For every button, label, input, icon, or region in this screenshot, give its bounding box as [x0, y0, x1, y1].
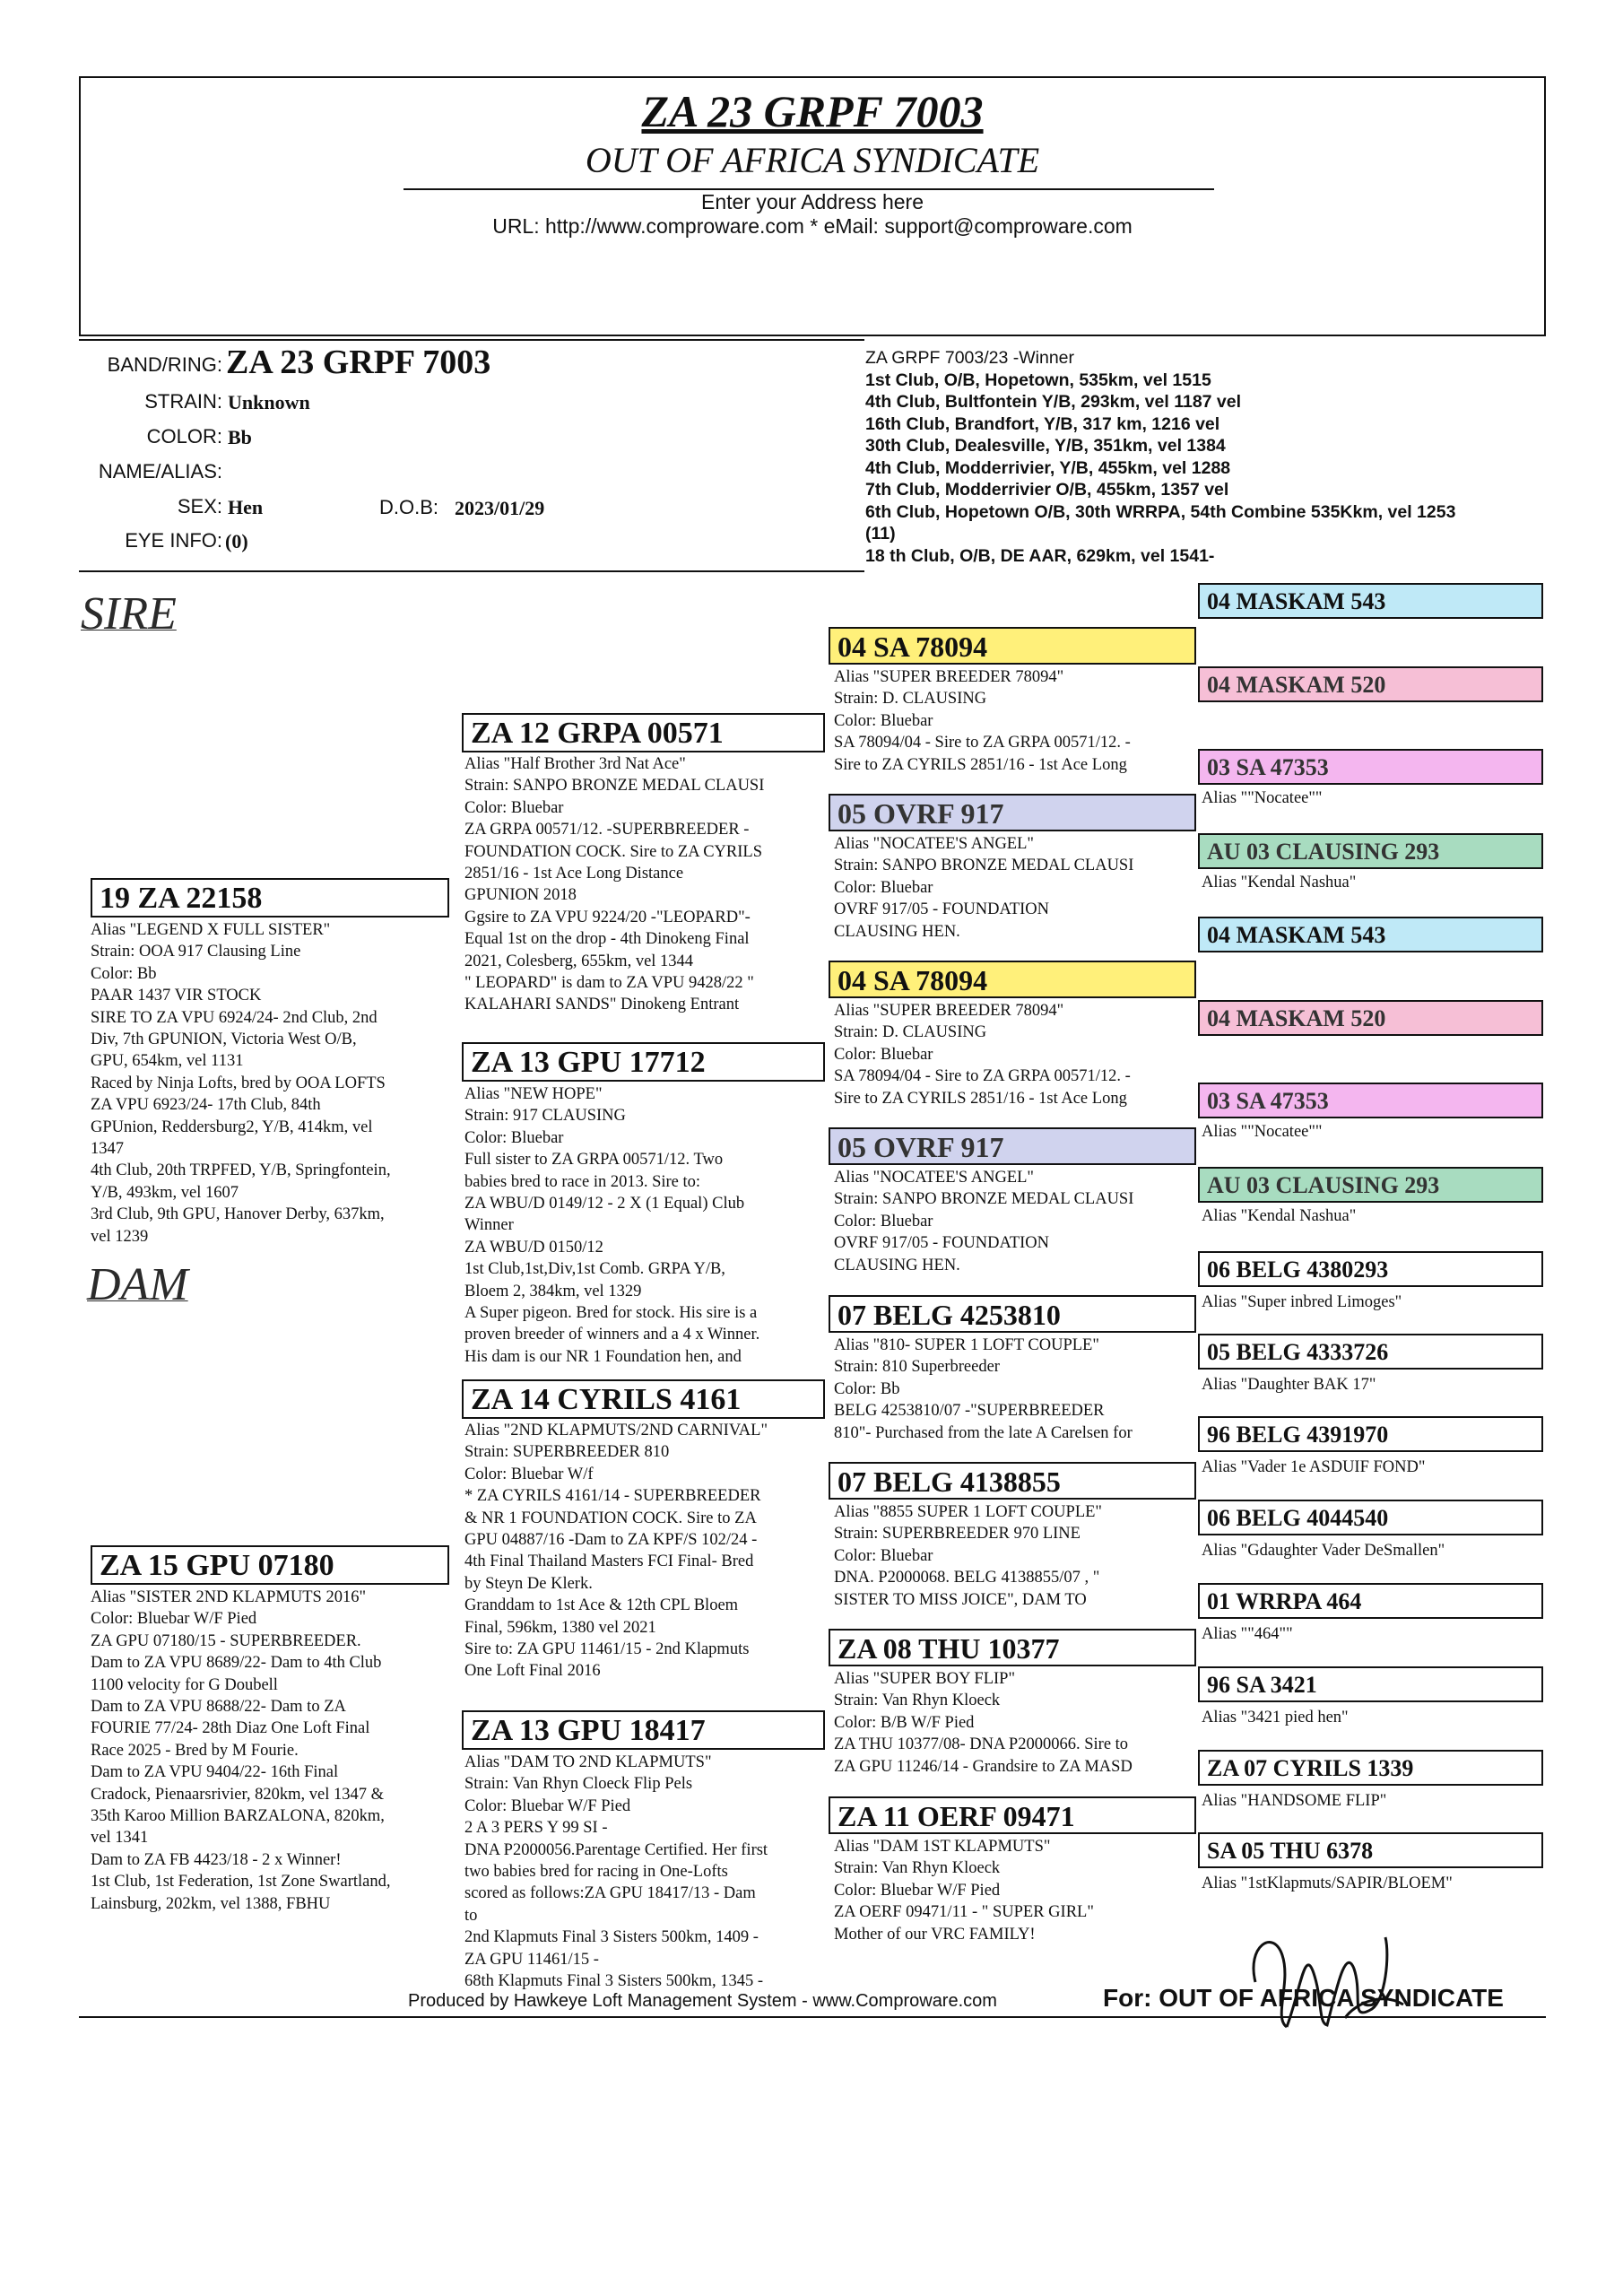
- detail-line: 1st Club, 1st Federation, 1st Zone Swartland,: [91, 1873, 391, 1892]
- gen3-band-7: ZA 11 OERF 09471: [829, 1796, 1196, 1834]
- detail-line: Bloem 2, 384km, vel 1329: [464, 1282, 642, 1300]
- sex-label: SEX:: [177, 495, 222, 517]
- detail-line: Color: Bluebar W/F Pied: [464, 1796, 631, 1815]
- gen3-details-2: [834, 1000, 1131, 1109]
- detail-line: Alias "DAM 1ST KLAPMUTS": [834, 1838, 1051, 1856]
- detail-line: Strain: SANPO BRONZE MEDAL CLAUSI: [834, 857, 1134, 875]
- signature-image: [1237, 1919, 1417, 2036]
- detail-line: 1100 velocity for G Doubell: [91, 1675, 278, 1694]
- detail-line: ZA GPU 11461/15 -: [464, 1950, 599, 1969]
- detail-line: CLAUSING HEN.: [834, 1256, 960, 1274]
- gen3-details-0: [834, 666, 1131, 776]
- detail-line: Raced by Ninja Lofts, bred by OOA LOFTS: [91, 1074, 386, 1092]
- detail-line: Strain: SANPO BRONZE MEDAL CLAUSI: [464, 777, 765, 796]
- detail-line: Color: Bluebar: [464, 1128, 564, 1147]
- gen3-band-1: 05 OVRF 917: [829, 794, 1196, 831]
- gen4-band-14: ZA 07 CYRILS 1339: [1198, 1750, 1543, 1786]
- detail-line: His dam is our NR 1 Foundation hen, and: [464, 1347, 742, 1366]
- gen3-details-7: [834, 1836, 1094, 1945]
- detail-line: Cradock, Pienaarsrivier, 820km, vel 1347 &: [91, 1785, 385, 1804]
- detail-line: ZA GPU 11246/14 - Grandsire to ZA MASD: [834, 1757, 1133, 1776]
- detail-line: vel 1341: [91, 1829, 149, 1848]
- detail-line: Color: B/B W/F Pied: [834, 1713, 975, 1732]
- gen2-band-1: ZA 13 GPU 17712: [462, 1042, 825, 1082]
- detail-line: Color: Bluebar: [834, 878, 933, 897]
- detail-line: PAAR 1437 VIR STOCK: [91, 987, 262, 1005]
- gen4-alias-9: Alias "Daughter BAK 17": [1202, 1376, 1376, 1394]
- detail-line: Strain: SANPO BRONZE MEDAL CLAUSI: [834, 1190, 1134, 1209]
- gen4-alias-15: Alias "1stKlapmuts/SAPIR/BLOEM": [1202, 1874, 1453, 1892]
- detail-line: KALAHARI SANDS" Dinokeng Entrant: [464, 996, 740, 1014]
- detail-line: Alias "NEW HOPE": [464, 1085, 603, 1103]
- detail-line: Alias "NOCATEE'S ANGEL": [834, 1169, 1034, 1187]
- sex-value: Hen: [228, 496, 264, 518]
- detail-line: CLAUSING HEN.: [834, 922, 960, 941]
- gen4-band-5: 04 MASKAM 520: [1198, 1000, 1543, 1036]
- gen4-alias-2: Alias ""Nocatee"": [1202, 789, 1323, 807]
- detail-line: GPUNION 2018: [464, 886, 577, 905]
- for-line: For: OUT OF AFRICA SYNDICATE: [1103, 1984, 1504, 2012]
- gen4-band-13: 96 SA 3421: [1198, 1666, 1543, 1702]
- performance-line: 7th Club, Modderrivier O/B, 455km, 1357 vel: [865, 480, 1229, 500]
- detail-line: scored as follows:ZA GPU 18417/13 - Dam: [464, 1884, 756, 1903]
- detail-line: Color: Bluebar W/F Pied: [91, 1610, 257, 1629]
- eye-label: EYE INFO:: [125, 529, 222, 552]
- detail-line: babies bred to race in 2013. Sire to:: [464, 1172, 701, 1191]
- detail-line: " LEOPARD" is dam to ZA VPU 9428/22 ": [464, 974, 754, 993]
- detail-line: Dam to ZA VPU 8688/22- Dam to ZA: [91, 1698, 346, 1717]
- detail-line: OVRF 917/05 - FOUNDATION: [834, 900, 1049, 919]
- detail-line: 2021, Colesberg, 655km, vel 1344: [464, 952, 694, 970]
- detail-line: GPU, 654km, vel 1131: [91, 1052, 244, 1071]
- gen2-band-0: ZA 12 GRPA 00571: [462, 713, 825, 752]
- url-line: URL: http://www.comproware.com * eMail: support@comproware.com: [492, 214, 1133, 238]
- detail-line: Sire to ZA CYRILS 2851/16 - 1st Ace Long: [834, 755, 1127, 774]
- detail-line: two babies bred for racing in One-Lofts: [464, 1863, 728, 1882]
- detail-line: Lainsburg, 202km, vel 1388, FBHU: [91, 1894, 331, 1913]
- detail-line: Strain: Van Rhyn Cloeck Flip Pels: [464, 1775, 693, 1794]
- performance-line: 1st Club, O/B, Hopetown, 535km, vel 1515: [865, 370, 1211, 390]
- gen3-details-4: [834, 1335, 1133, 1444]
- gen3-band-6: ZA 08 THU 10377: [829, 1629, 1196, 1666]
- detail-line: Alias "SISTER 2ND KLAPMUTS 2016": [91, 1588, 367, 1606]
- performance-line: ZA GRPF 7003/23 -Winner: [865, 348, 1075, 368]
- detail-line: 2nd Klapmuts Final 3 Sisters 500km, 1409 -: [464, 1928, 759, 1947]
- detail-line: Strain: D. CLAUSING: [834, 1023, 987, 1042]
- gen2-details-1: [464, 1083, 759, 1368]
- detail-line: Mother of our VRC FAMILY!: [834, 1925, 1036, 1944]
- detail-line: SA 78094/04 - Sire to ZA GRPA 00571/12. -: [834, 1067, 1131, 1086]
- detail-line: A Super pigeon. Bred for stock. His sire is a: [464, 1304, 758, 1323]
- dob-label: D.O.B:: [379, 496, 439, 518]
- detail-line: DNA P2000056.Parentage Certified. Her first: [464, 1840, 768, 1859]
- detail-line: Color: Bluebar: [464, 798, 564, 817]
- detail-line: 4th Club, 20th TRPFED, Y/B, Springfontein,: [91, 1161, 391, 1180]
- performance-line: 18 th Club, O/B, DE AAR, 629km, vel 1541-: [865, 545, 1215, 566]
- performance-line: 30th Club, Dealesville, Y/B, 351km, vel 1384: [865, 436, 1226, 456]
- dam-band: ZA 15 GPU 07180: [91, 1545, 449, 1585]
- detail-line: Alias "8855 SUPER 1 LOFT COUPLE": [834, 1503, 1102, 1521]
- detail-line: 35th Karoo Million BARZALONA, 820km,: [91, 1807, 385, 1826]
- detail-line: Sire to: ZA GPU 11461/15 - 2nd Klapmuts: [464, 1640, 750, 1659]
- detail-line: FOURIE 77/24- 28th Diaz One Loft Final: [91, 1719, 370, 1738]
- gen4-alias-3: Alias "Kendal Nashua": [1202, 874, 1357, 891]
- detail-line: OVRF 917/05 - FOUNDATION: [834, 1234, 1049, 1253]
- gen4-alias-7: Alias "Kendal Nashua": [1202, 1207, 1357, 1225]
- gen4-band-11: 06 BELG 4044540: [1198, 1500, 1543, 1535]
- gen4-alias-6: Alias ""Nocatee"": [1202, 1123, 1323, 1141]
- detail-line: Strain: 917 CLAUSING: [464, 1107, 626, 1126]
- gen4-alias-13: Alias "3421 pied hen": [1202, 1709, 1349, 1726]
- detail-line: * ZA CYRILS 4161/14 - SUPERBREEDER: [464, 1487, 761, 1506]
- dam-section-label: DAM: [87, 1259, 188, 1310]
- detail-line: Granddam to 1st Ace & 12th CPL Bloem: [464, 1596, 739, 1615]
- performance-line: 16th Club, Brandfort, Y/B, 317 km, 1216 vel: [865, 413, 1220, 434]
- gen4-band-7: AU 03 CLAUSING 293: [1198, 1167, 1543, 1203]
- performance-line: (11): [865, 524, 896, 544]
- detail-line: to: [464, 1906, 478, 1925]
- gen4-band-6: 03 SA 47353: [1198, 1083, 1543, 1118]
- gen4-band-9: 05 BELG 4333726: [1198, 1334, 1543, 1370]
- eye-value: (0): [225, 530, 248, 552]
- detail-line: ZA GRPA 00571/12. -SUPERBREEDER -: [464, 821, 750, 839]
- gen4-band-4: 04 MASKAM 543: [1198, 917, 1543, 952]
- detail-line: ZA THU 10377/08- DNA P2000066. Sire to: [834, 1735, 1129, 1754]
- performance-line: 6th Club, Hopetown O/B, 30th WRRPA, 54th Combine 535Kkm, vel 1253: [865, 501, 1456, 522]
- performance-line: 4th Club, Modderrivier, Y/B, 455km, vel 1288: [865, 457, 1231, 478]
- detail-line: Color: Bluebar W/f: [464, 1465, 594, 1483]
- detail-line: Strain: SUPERBREEDER 970 LINE: [834, 1525, 1081, 1544]
- detail-line: 1347: [91, 1140, 124, 1159]
- detail-line: 810"- Purchased from the late A Carelsen for: [834, 1423, 1133, 1442]
- band-value: ZA 23 GRPF 7003: [226, 344, 491, 381]
- detail-line: & NR 1 FOUNDATION COCK. Sire to ZA: [464, 1509, 757, 1527]
- dam-details: [91, 1587, 391, 1915]
- detail-line: ZA WBU/D 0150/12: [464, 1238, 603, 1257]
- gen4-band-10: 96 BELG 4391970: [1198, 1416, 1543, 1452]
- gen3-details-3: [834, 1167, 1133, 1276]
- gen4-alias-11: Alias "Gdaughter Vader DeSmallen": [1202, 1542, 1445, 1560]
- produced-by-line: Produced by Hawkeye Loft Management System - www.Comproware.com: [408, 1991, 997, 2011]
- detail-line: ZA WBU/D 0149/12 - 2 X (1 Equal) Club: [464, 1195, 745, 1213]
- gen2-details-0: [464, 753, 764, 1016]
- detail-line: GPUnion, Reddersburg2, Y/B, 414km, vel: [91, 1118, 373, 1136]
- detail-line: Dam to ZA VPU 8689/22- Dam to 4th Club: [91, 1654, 382, 1673]
- gen4-band-1: 04 MASKAM 520: [1198, 666, 1543, 702]
- detail-line: Final, 596km, 1380 vel 2021: [464, 1618, 656, 1637]
- gen2-details-3: [464, 1752, 768, 1992]
- detail-line: Alias "DAM TO 2ND KLAPMUTS": [464, 1753, 712, 1771]
- detail-line: SIRE TO ZA VPU 6924/24- 2nd Club, 2nd: [91, 1008, 378, 1027]
- detail-line: 2 A 3 PERS Y 99 SI -: [464, 1819, 608, 1838]
- detail-line: 1st Club,1st,Div,1st Comb. GRPA Y/B,: [464, 1260, 725, 1279]
- sire-details: [91, 919, 391, 1248]
- gen4-alias-8: Alias "Super inbred Limoges": [1202, 1293, 1402, 1311]
- detail-line: Alias "810- SUPER 1 LOFT COUPLE": [834, 1336, 1099, 1354]
- detail-line: Color: Bb: [834, 1379, 900, 1398]
- strain-value: Unknown: [228, 391, 310, 413]
- detail-line: ZA OERF 09471/11 - " SUPER GIRL": [834, 1903, 1094, 1922]
- gen4-band-12: 01 WRRPA 464: [1198, 1583, 1543, 1619]
- detail-line: Strain: Van Rhyn Kloeck: [834, 1692, 1001, 1710]
- detail-line: by Steyn De Klerk.: [464, 1574, 593, 1593]
- color-label: COLOR:: [146, 425, 222, 448]
- detail-line: Alias "Half Brother 3rd Nat Ace": [464, 755, 686, 773]
- detail-line: Dam to ZA VPU 9404/22- 16th Final: [91, 1763, 339, 1782]
- detail-line: SISTER TO MISS JOICE", DAM TO: [834, 1590, 1087, 1609]
- color-value: Bb: [228, 426, 252, 448]
- gen4-band-3: AU 03 CLAUSING 293: [1198, 833, 1543, 869]
- detail-line: Color: Bluebar: [834, 1546, 933, 1565]
- detail-line: Alias "LEGEND X FULL SISTER": [91, 921, 331, 939]
- detail-line: GPU 04887/16 -Dam to ZA KPF/S 102/24 -: [464, 1531, 758, 1550]
- detail-line: Strain: Van Rhyn Kloeck: [834, 1859, 1001, 1878]
- name-label: NAME/ALIAS:: [98, 460, 222, 483]
- detail-line: Color: Bluebar: [834, 1212, 933, 1231]
- detail-line: Strain: OOA 917 Clausing Line: [91, 943, 301, 961]
- gen3-band-3: 05 OVRF 917: [829, 1127, 1196, 1165]
- gen4-band-15: SA 05 THU 6378: [1198, 1832, 1543, 1868]
- detail-line: 4th Final Thailand Masters FCI Final- Bred: [464, 1552, 754, 1571]
- detail-line: Alias "2ND KLAPMUTS/2ND CARNIVAL": [464, 1422, 768, 1439]
- detail-line: Color: Bluebar: [834, 711, 933, 730]
- gen3-details-6: [834, 1668, 1133, 1778]
- detail-line: Strain: D. CLAUSING: [834, 690, 987, 709]
- detail-line: SA 78094/04 - Sire to ZA GRPA 00571/12. -: [834, 734, 1131, 752]
- sire-section-label: SIRE: [81, 588, 177, 639]
- gen4-band-0: 04 MASKAM 543: [1198, 583, 1543, 619]
- pedigree-divider: [79, 570, 864, 572]
- header-box: [79, 76, 1546, 336]
- detail-line: Alias "SUPER BREEDER 78094": [834, 1002, 1064, 1020]
- gen2-band-3: ZA 13 GPU 18417: [462, 1710, 825, 1750]
- performance-list: [865, 347, 1547, 567]
- gen3-band-5: 07 BELG 4138855: [829, 1462, 1196, 1500]
- page-title: ZA 23 GRPF 7003: [641, 86, 984, 136]
- gen3-details-5: [834, 1501, 1102, 1611]
- detail-line: Dam to ZA FB 4423/18 - 2 x Winner!: [91, 1850, 342, 1869]
- gen4-alias-10: Alias "Vader 1e ASDUIF FOND": [1202, 1458, 1426, 1476]
- detail-line: DNA. P2000068. BELG 4138855/07 , ": [834, 1569, 1100, 1587]
- detail-line: Y/B, 493km, vel 1607: [91, 1183, 239, 1202]
- detail-line: proven breeder of winners and a 4 x Winner.: [464, 1326, 760, 1344]
- sire-band: 19 ZA 22158: [91, 878, 449, 918]
- gen4-band-8: 06 BELG 4380293: [1198, 1251, 1543, 1287]
- detail-line: Color: Bb: [91, 964, 157, 983]
- detail-line: Equal 1st on the drop - 4th Dinokeng Final: [464, 930, 750, 949]
- gen3-band-2: 04 SA 78094: [829, 961, 1196, 998]
- detail-line: FOUNDATION COCK. Sire to ZA CYRILS: [464, 842, 762, 861]
- gen3-band-0: 04 SA 78094: [829, 627, 1196, 665]
- detail-line: BELG 4253810/07 -"SUPERBREEDER: [834, 1402, 1105, 1421]
- performance-line: 4th Club, Bultfontein Y/B, 293km, vel 1187 vel: [865, 392, 1242, 412]
- address-line: Enter your Address here: [700, 190, 924, 213]
- detail-line: ZA VPU 6923/24- 17th Club, 84th: [91, 1096, 321, 1115]
- detail-line: Race 2025 - Bred by M Fourie.: [91, 1741, 299, 1760]
- detail-line: Full sister to ZA GRPA 00571/12. Two: [464, 1151, 724, 1170]
- detail-line: 3rd Club, 9th GPU, Hanover Derby, 637km,: [91, 1205, 385, 1224]
- page-subtitle: OUT OF AFRICA SYNDICATE: [585, 140, 1040, 180]
- gen4-alias-12: Alias ""464"": [1202, 1625, 1293, 1643]
- detail-line: Ggsire to ZA VPU 9224/20 -"LEOPARD"-: [464, 908, 751, 926]
- strain-label: STRAIN:: [144, 390, 222, 413]
- dob-value: 2023/01/29: [455, 497, 545, 519]
- gen2-band-2: ZA 14 CYRILS 4161: [462, 1379, 825, 1419]
- band-label: BAND/RING:: [107, 353, 222, 376]
- detail-line: One Loft Final 2016: [464, 1662, 601, 1681]
- detail-line: vel 1239: [91, 1227, 149, 1246]
- gen2-details-2: [464, 1420, 768, 1683]
- detail-line: 2851/16 - 1st Ace Long Distance: [464, 865, 684, 883]
- footer-divider: [79, 2016, 1546, 2018]
- detail-line: Strain: SUPERBREEDER 810: [464, 1443, 670, 1462]
- detail-line: Winner: [464, 1216, 514, 1235]
- detail-line: Color: Bluebar W/F Pied: [834, 1881, 1001, 1900]
- detail-line: Alias "NOCATEE'S ANGEL": [834, 835, 1034, 853]
- detail-line: Alias "SUPER BREEDER 78094": [834, 668, 1064, 686]
- detail-line: 68th Klapmuts Final 3 Sisters 500km, 1345 -: [464, 1972, 763, 1991]
- gen3-band-4: 07 BELG 4253810: [829, 1295, 1196, 1333]
- info-divider: [79, 339, 864, 341]
- detail-line: Color: Bluebar: [834, 1045, 933, 1064]
- gen4-alias-14: Alias "HANDSOME FLIP": [1202, 1792, 1387, 1810]
- detail-line: Sire to ZA CYRILS 2851/16 - 1st Ace Long: [834, 1089, 1127, 1108]
- gen3-details-1: [834, 833, 1133, 943]
- detail-line: ZA GPU 07180/15 - SUPERBREEDER.: [91, 1631, 361, 1650]
- detail-line: Strain: 810 Superbreeder: [834, 1358, 1000, 1377]
- detail-line: Div, 7th GPUNION, Victoria West O/B,: [91, 1031, 357, 1049]
- gen4-band-2: 03 SA 47353: [1198, 749, 1543, 785]
- detail-line: Alias "SUPER BOY FLIP": [834, 1670, 1016, 1688]
